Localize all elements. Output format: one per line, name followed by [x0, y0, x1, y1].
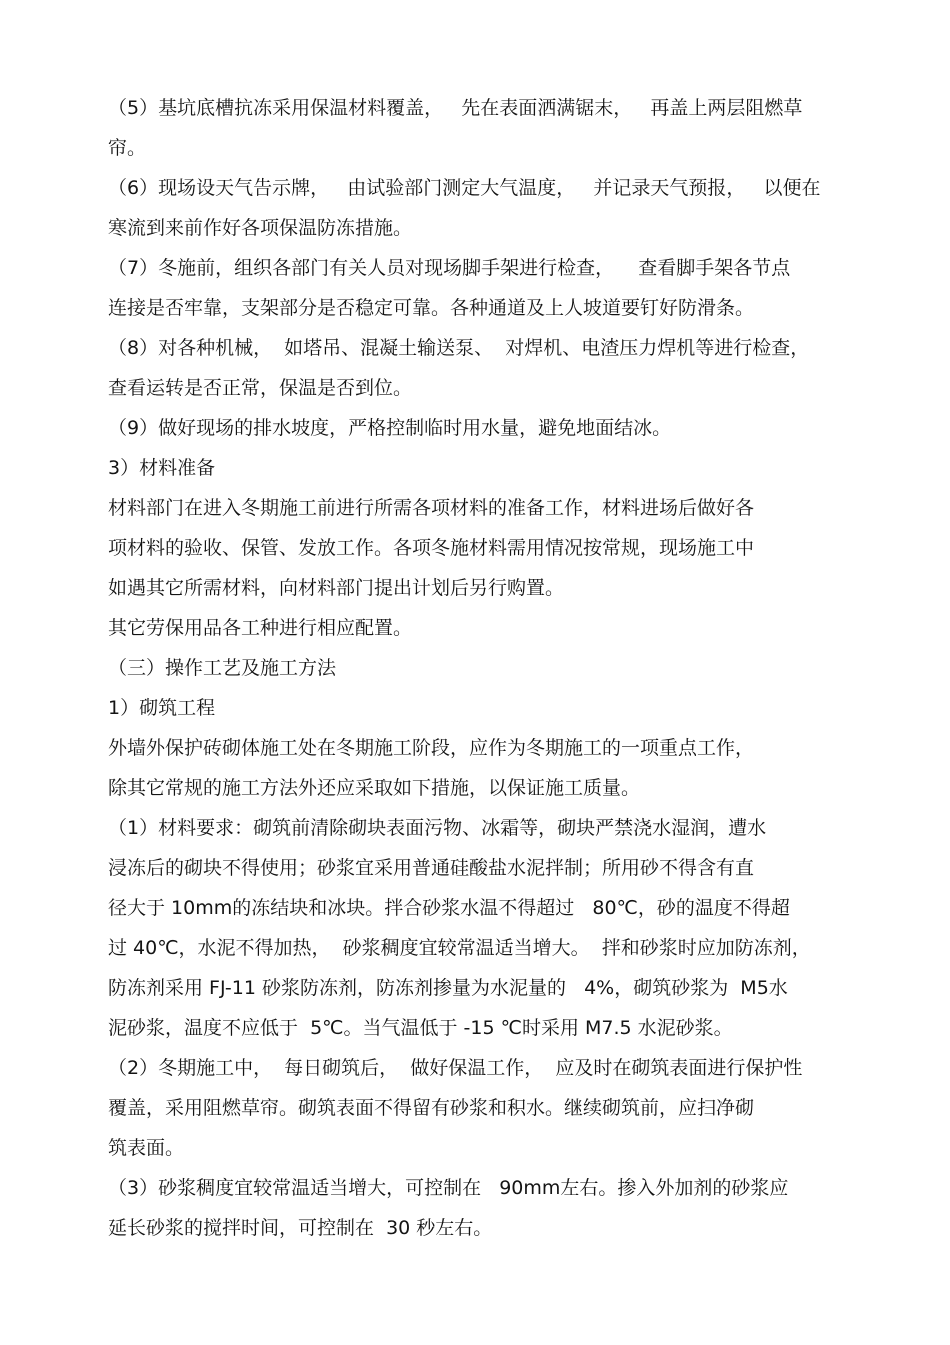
text-line: 覆盖，采用阻燃草帘。砌筑表面不得留有砂浆和积水。继续砌筑前，应扫净砌 — [108, 1097, 755, 1119]
text-line: （9）做好现场的排水坡度，严格控制临时用水量，避免地面结冰。 — [108, 417, 672, 439]
text-line: 3）材料准备 — [108, 457, 216, 479]
text-line: 延长砂浆的搅拌时间，可控制在 30 秒左右。 — [108, 1217, 493, 1239]
text-line: 连接是否牢靠，支架部分是否稳定可靠。各种通道及上人坡道要钉好防滑条。 — [108, 297, 755, 319]
text-line: 帘。 — [108, 137, 147, 159]
text-line: 如遇其它所需材料，向材料部门提出计划后另行购置。 — [108, 577, 565, 599]
text-line: 寒流到来前作好各项保温防冻措施。 — [108, 217, 413, 239]
text-line: 浸冻后的砌块不得使用；砂浆宜采用普通硅酸盐水泥拌制；所用砂不得含有直 — [108, 857, 755, 879]
text-line: 过 40℃，水泥不得加热， 砂浆稠度宜较常温适当增大。 拌和砂浆时应加防冻剂， — [108, 937, 811, 959]
text-line: 项材料的验收、保管、发放工作。各项冬施材料需用情况按常规，现场施工中 — [108, 537, 755, 559]
text-line: （三）操作工艺及施工方法 — [108, 657, 337, 679]
text-line: （2）冬期施工中， 每日砌筑后， 做好保温工作， 应及时在砌筑表面进行保护性 — [108, 1057, 803, 1079]
body-text — [108, 88, 878, 1248]
text-line: 其它劳保用品各工种进行相应配置。 — [108, 617, 413, 639]
text-line: （5）基坑底槽抗冻采用保温材料覆盖， 先在表面洒满锯末， 再盖上两层阻燃草 — [108, 97, 803, 119]
text-line: 1）砌筑工程 — [108, 697, 216, 719]
text-line: 除其它常规的施工方法外还应采取如下措施，以保证施工质量。 — [108, 777, 641, 799]
text-line: （3）砂浆稠度宜较常温适当增大，可控制在 90mm左右。掺入外加剂的砂浆应 — [108, 1177, 789, 1199]
text-line: （1）材料要求：砌筑前清除砌块表面污物、冰霜等，砌块严禁浇水湿润，遭水 — [108, 817, 767, 839]
text-line: （7）冬施前，组织各部门有关人员对现场脚手架进行检查， 查看脚手架各节点 — [108, 257, 791, 279]
text-line: （6）现场设天气告示牌， 由试验部门测定大气温度， 并记录天气预报， 以便在 — [108, 177, 821, 199]
text-line: （8）对各种机械， 如塔吊、混凝土输送泵、 对焊机、电渣压力焊机等进行检查， — [108, 337, 810, 359]
text-line: 泥砂浆，温度不应低于 5℃。当气温低于 -15 ℃时采用 M7.5 水泥砂浆。 — [108, 1017, 733, 1039]
text-line: 外墙外保护砖砌体施工处在冬期施工阶段，应作为冬期施工的一项重点工作， — [108, 737, 755, 759]
text-line: 筑表面。 — [108, 1137, 185, 1159]
text-line: 材料部门在进入冬期施工前进行所需各项材料的准备工作，材料进场后做好各 — [108, 497, 755, 519]
text-line: 径大于 10mm的冻结块和冰块。拌合砂浆水温不得超过 80℃，砂的温度不得超 — [108, 897, 790, 919]
text-line: 防冻剂采用 FJ-11 砂浆防冻剂，防冻剂掺量为水泥量的 4%，砌筑砂浆为 M5水 — [108, 977, 788, 999]
text-line: 查看运转是否正常，保温是否到位。 — [108, 377, 413, 399]
